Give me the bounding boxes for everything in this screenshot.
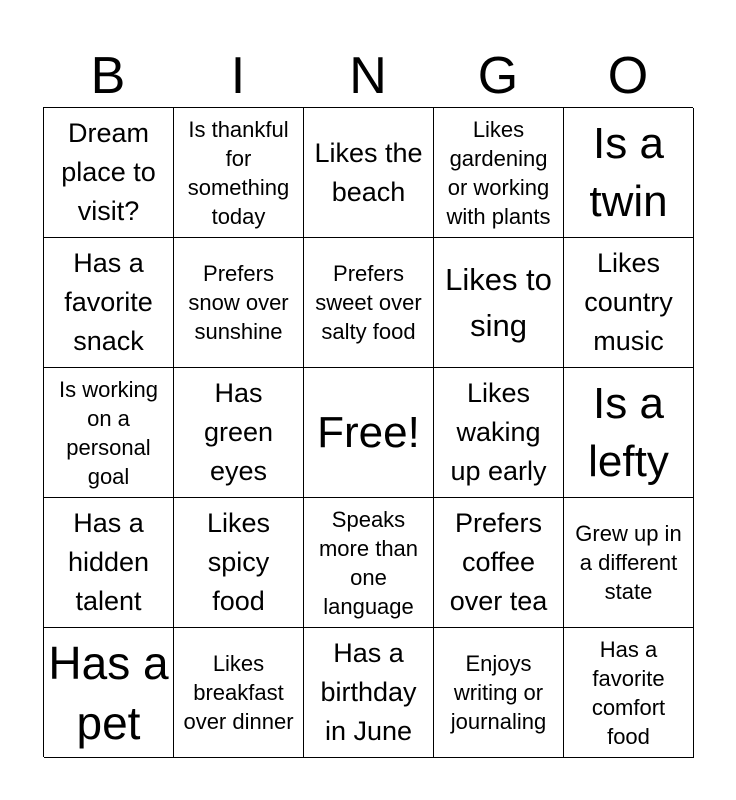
- bingo-card-grid: [43, 107, 693, 757]
- bingo-cell-text: Likes country music: [584, 248, 673, 356]
- bingo-cell-text: Is a lefty: [588, 378, 669, 486]
- bingo-header: [43, 46, 693, 106]
- bingo-cell-text: Free!: [317, 407, 420, 457]
- bingo-cell-text: Has a birthday in June: [320, 638, 417, 746]
- bingo-cell-text: Likes gardening or working with plants: [446, 116, 551, 229]
- bingo-cell[interactable]: [44, 498, 174, 628]
- bingo-cell-text: Has a favorite snack: [64, 248, 153, 356]
- bingo-cell-text: Speaks more than one language: [318, 506, 419, 619]
- bingo-cell[interactable]: [434, 498, 564, 628]
- bingo-cell[interactable]: [434, 368, 564, 498]
- bingo-cell-text: Prefers snow over sunshine: [188, 261, 289, 344]
- bingo-cell[interactable]: [174, 628, 304, 758]
- header-letter-i: I: [230, 47, 246, 105]
- header-letter-n: N: [349, 47, 387, 105]
- bingo-cell-text: Is a twin: [589, 118, 668, 226]
- bingo-cell[interactable]: [434, 108, 564, 238]
- bingo-cell[interactable]: [304, 628, 434, 758]
- bingo-cell-text: Likes spicy food: [206, 508, 271, 616]
- bingo-cell[interactable]: [44, 628, 174, 758]
- bingo-cell[interactable]: [44, 368, 174, 498]
- bingo-cell[interactable]: [564, 108, 694, 238]
- bingo-cell-text: Prefers sweet over salty food: [315, 261, 422, 344]
- bingo-cell[interactable]: [304, 108, 434, 238]
- bingo-cell[interactable]: [434, 628, 564, 758]
- bingo-cell[interactable]: [564, 368, 694, 498]
- bingo-cell-text: Likes waking up early: [450, 378, 547, 486]
- bingo-cell-text: Has a hidden talent: [67, 508, 150, 616]
- bingo-cell-text: Grew up in a different state: [575, 521, 682, 604]
- bingo-cell-text: Has a pet: [48, 636, 169, 749]
- bingo-cell[interactable]: [174, 238, 304, 368]
- bingo-cell-text: Likes the beach: [314, 137, 423, 207]
- bingo-cell[interactable]: [174, 108, 304, 238]
- bingo-cell-text: Has a favorite comfort food: [591, 636, 666, 749]
- bingo-cell[interactable]: [304, 238, 434, 368]
- bingo-cell[interactable]: [304, 498, 434, 628]
- bingo-cell[interactable]: [564, 628, 694, 758]
- header-letter-g: G: [477, 47, 519, 105]
- bingo-cell-text: Is thankful for something today: [187, 116, 290, 229]
- bingo-cell-text: Has green eyes: [203, 378, 274, 486]
- bingo-cell-text: Likes breakfast over dinner: [183, 651, 294, 734]
- bingo-cell[interactable]: [44, 238, 174, 368]
- bingo-cell-text: Likes to sing: [445, 261, 552, 343]
- bingo-cell-text: Dream place to visit?: [61, 118, 156, 226]
- bingo-cell-text: Enjoys writing or journaling: [450, 651, 547, 734]
- header-letter-o: O: [607, 47, 649, 105]
- header-letter-b: B: [90, 47, 126, 105]
- bingo-cell-text: Prefers coffee over tea: [449, 508, 548, 616]
- bingo-cell-text: Is working on a personal goal: [58, 376, 159, 489]
- bingo-cell[interactable]: [44, 108, 174, 238]
- free-space-cell[interactable]: [304, 368, 434, 498]
- bingo-cell[interactable]: [174, 498, 304, 628]
- bingo-cell[interactable]: [564, 498, 694, 628]
- bingo-cell[interactable]: [434, 238, 564, 368]
- bingo-cell[interactable]: [564, 238, 694, 368]
- bingo-cell[interactable]: [174, 368, 304, 498]
